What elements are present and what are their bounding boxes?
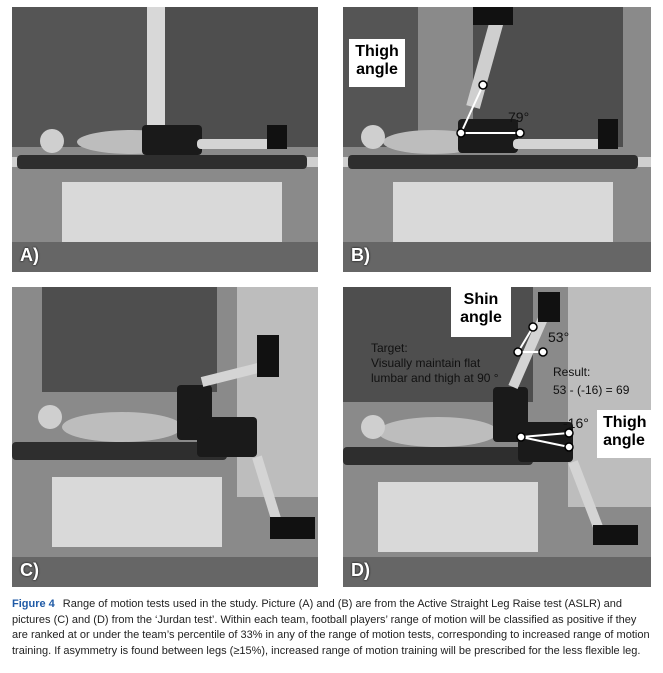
panel-label-d: D) <box>351 560 370 580</box>
result-title-d: Result: <box>553 365 591 379</box>
panel-label-b: B) <box>351 245 370 265</box>
result-text-d: 53 - (-16) = 69 <box>553 383 630 397</box>
photo-panel-a <box>12 7 318 272</box>
thigh-angle-value-d: -16° <box>563 415 589 431</box>
panel-label-a: A) <box>20 245 39 265</box>
thigh-angle-box-b: Thigh angle <box>349 39 405 87</box>
shin-angle-value-d: 53° <box>548 329 570 345</box>
thigh-angle-value-b: 79° <box>508 109 530 125</box>
photo-panel-c <box>12 287 318 587</box>
target-text-d: Visually maintain flat lumbar and thigh at 90 ° <box>371 356 499 385</box>
photo-panel-b <box>343 7 651 272</box>
photo-a-illustration <box>12 7 318 272</box>
photo-c-illustration <box>12 287 318 587</box>
panel-label-c: C) <box>20 560 39 580</box>
shin-angle-box-d: Shin angle <box>451 287 511 337</box>
photo-panel-d <box>343 287 651 587</box>
thigh-angle-box-d: Thigh angle <box>597 410 651 458</box>
figure-caption <box>12 597 652 659</box>
target-title-d: Target: <box>371 341 408 355</box>
caption-text: Range of motion tests used in the study. Picture (A) and (B) are from the Active Straight Leg Raise test (ASLR) and pictures (C) and (D) from the ‘Jurdan test’. Within each team, football players’ range of motion will be classified as positive if they are ranked at or under the team’s percentile of 33% in any of the range of motion tests, corresponding to increased range of motion training. If asymmetry is found between legs (≥15%), increased range of motion training will be prescribed for the less flexible leg. <box>12 598 650 657</box>
figure-label: Figure 4 <box>12 598 55 610</box>
